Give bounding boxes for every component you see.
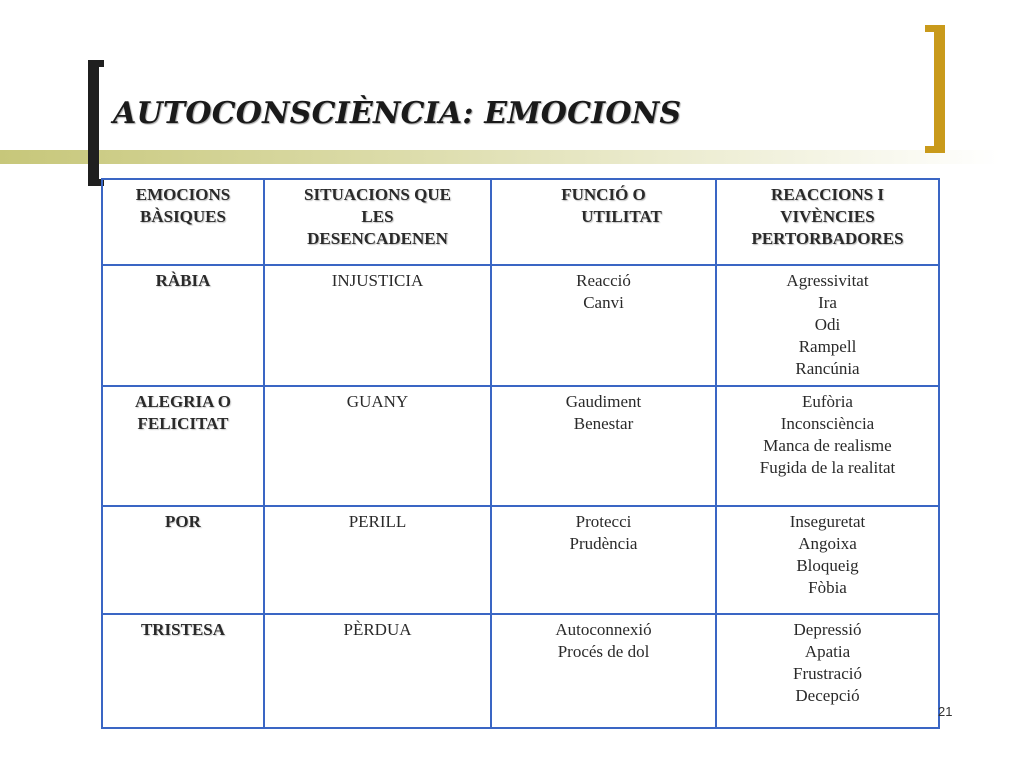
cell-function: Autoconnexió Procés de dol — [491, 614, 716, 728]
header-funcio: FUNCIÓ O UTILITAT — [491, 179, 716, 265]
header-emocions-basiques: EMOCIONS BÀSIQUES — [102, 179, 264, 265]
table-row — [102, 386, 939, 506]
title-part-1: AUTOCONSCIÈNCIA: — [113, 96, 485, 131]
cell-situation: INJUSTICIA — [264, 265, 491, 386]
right-bracket-decoration — [925, 25, 945, 153]
cell-reactions: Agressivitat Ira Odi Rampell Rancúnia — [716, 265, 939, 386]
cell-reactions: Eufòria Inconsciència Manca de realisme Fugida de la realitat — [716, 386, 939, 506]
cell-function: Protecci Prudència — [491, 506, 716, 614]
cell-situation: GUANY — [264, 386, 491, 506]
table-header-row — [102, 179, 939, 265]
cell-emotion: POR — [102, 506, 264, 614]
slide-title — [113, 96, 681, 131]
cell-emotion: TRISTESA — [102, 614, 264, 728]
cell-situation: PÈRDUA — [264, 614, 491, 728]
header-reaccions: REACCIONS I VIVÈNCIES PERTORBADORES — [716, 179, 939, 265]
page-number: 21 — [938, 704, 953, 719]
cell-function: Gaudiment Benestar — [491, 386, 716, 506]
left-bracket-decoration — [88, 60, 104, 186]
title-underline — [0, 150, 1000, 164]
header-situacions: SITUACIONS QUE LES DESENCADENEN — [264, 179, 491, 265]
title-part-2: EMOCIONS — [484, 96, 682, 131]
table-row — [102, 265, 939, 386]
cell-function: Reacció Canvi — [491, 265, 716, 386]
cell-situation: PERILL — [264, 506, 491, 614]
cell-emotion: ALEGRIA O FELICITAT — [102, 386, 264, 506]
cell-emotion: RÀBIA — [102, 265, 264, 386]
emotions-table — [101, 178, 940, 729]
table-row — [102, 506, 939, 614]
cell-reactions: Depressió Apatia Frustració Decepció — [716, 614, 939, 728]
cell-reactions: Inseguretat Angoixa Bloqueig Fòbia — [716, 506, 939, 614]
table-row — [102, 614, 939, 728]
